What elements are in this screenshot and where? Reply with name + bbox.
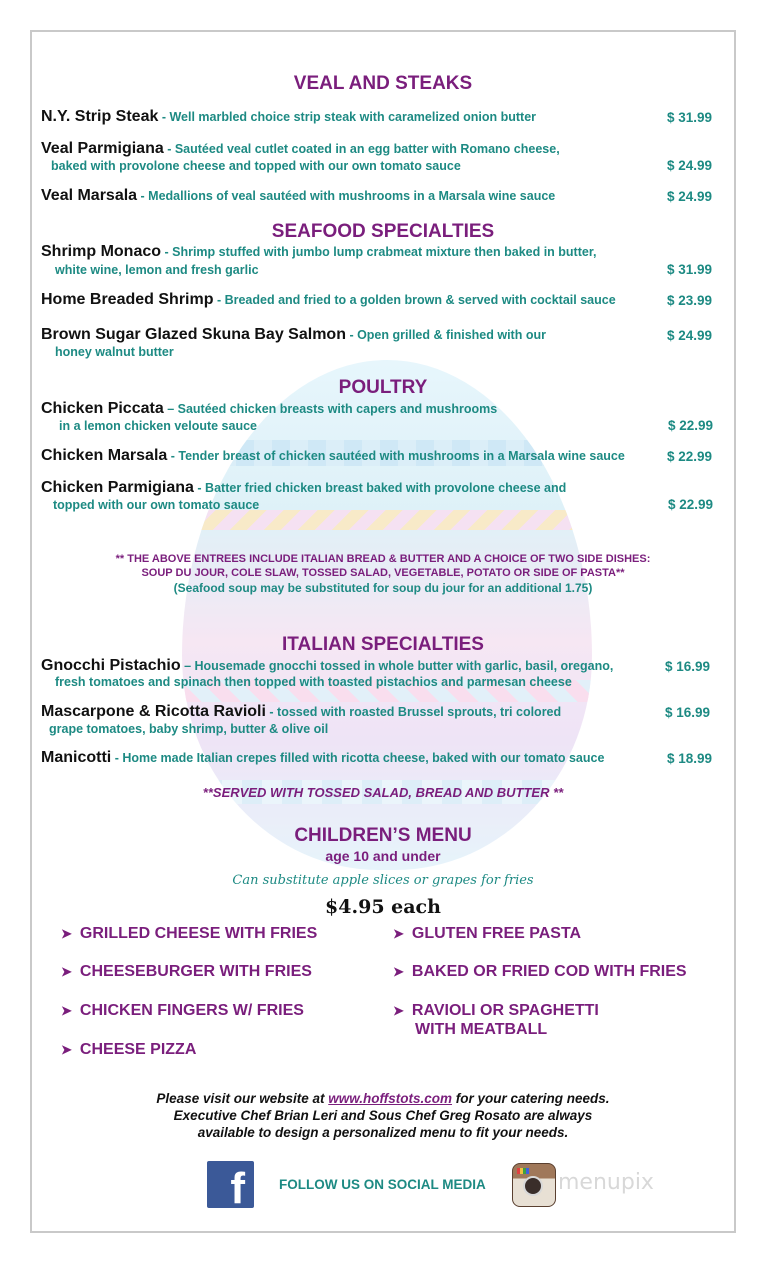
footer-text (30, 1090, 736, 1141)
item-desc-cont: topped with our own tomato sauce (53, 498, 260, 512)
item-name: Veal Parmigiana (41, 140, 164, 157)
item-desc: – Housemade gnocchi tossed in whole butter with garlic, basil, oregano, (180, 659, 614, 673)
entree-note-line3: (Seafood soup may be substituted for soup du jour for an additional 1.75) (173, 581, 593, 595)
children-age: age 10 and under (325, 848, 441, 864)
menu-item (41, 749, 604, 767)
item-price: $ 18.99 (667, 751, 713, 766)
children-note: Can substitute apple slices or grapes for fries (232, 873, 534, 888)
children-item-cont: WITH MEATBALL (415, 1021, 548, 1038)
item-desc: - Medallions of veal sautéed with mushrooms in a Marsala wine sauce (137, 189, 556, 203)
item-desc: - Shrimp stuffed with jumbo lump crabmeat mixture then baked in butter, (161, 245, 597, 259)
section-seafood-title: SEAFOOD SPECIALTIES (271, 221, 495, 242)
footer-line1: Please visit our website at www.hoffstots.com for your catering needs. (156, 1091, 610, 1106)
item-desc-cont: honey walnut butter (55, 345, 174, 359)
item-desc: - Tender breast of chicken sautéed with mushrooms in a Marsala wine sauce (167, 449, 625, 463)
arrow-bullet-icon: ➤ (61, 926, 72, 941)
footer-line3: available to design a personalized menu to fit your needs. (197, 1125, 569, 1140)
item-desc: - Open grilled & finished with our (345, 328, 546, 342)
item-desc: - Batter fried chicken breast baked with provolone cheese and (193, 481, 567, 495)
item-name: N.Y. Strip Steak (41, 108, 159, 125)
entree-note-line2: SOUP DU JOUR, COLE SLAW, TOSSED SALAD, VEGETABLE, POTATO OR SIDE OF PASTA** (141, 567, 625, 579)
children-item: ➤ BAKED OR FRIED COD WITH FRIES (393, 963, 687, 980)
section-poultry-title: POULTRY (338, 377, 428, 398)
section-children-title: CHILDREN’S MENU (294, 825, 472, 846)
item-desc-cont: in a lemon chicken veloute sauce (59, 419, 257, 433)
item-name: Chicken Piccata (41, 400, 164, 417)
children-price: $4.95 each (325, 896, 441, 918)
item-desc: - Well marbled choice strip steak with caramelized onion butter (158, 110, 537, 124)
item-price: $ 24.99 (667, 158, 713, 173)
item-desc-cont: grape tomatoes, baby shrimp, butter & olive oil (49, 722, 329, 736)
footer-line2: Executive Chef Brian Leri and Sous Chef Greg Rosato are always (173, 1108, 593, 1123)
item-price: $ 16.99 (665, 659, 711, 674)
item-desc: - Sautéed veal cutlet coated in an egg batter with Romano cheese, (163, 142, 560, 156)
menu-item (41, 447, 625, 465)
arrow-bullet-icon: ➤ (61, 1003, 72, 1018)
item-price: $ 31.99 (667, 110, 713, 125)
children-item: ➤ GLUTEN FREE PASTA (393, 925, 582, 942)
item-price: $ 22.99 (668, 418, 714, 433)
item-name: Gnocchi Pistachio (41, 657, 181, 674)
item-price: $ 16.99 (665, 705, 711, 720)
item-desc-cont: fresh tomatoes and spinach then topped with toasted pistachios and parmesan cheese (55, 675, 572, 689)
item-name: Mascarpone & Ricotta Ravioli (41, 703, 266, 720)
instagram-icon[interactable] (512, 1163, 556, 1207)
item-price: $ 22.99 (668, 497, 714, 512)
arrow-bullet-icon: ➤ (61, 1042, 72, 1057)
menu-item (41, 243, 596, 261)
section-veal-title: VEAL AND STEAKS (293, 73, 473, 94)
item-name: Shrimp Monaco (41, 243, 162, 260)
item-desc-cont: baked with provolone cheese and topped with our own tomato sauce (51, 159, 461, 173)
item-name: Manicotti (41, 749, 112, 766)
menu-item (41, 479, 566, 497)
item-name: Veal Marsala (41, 187, 138, 204)
menu-item (41, 108, 536, 126)
item-price: $ 24.99 (667, 189, 713, 204)
italian-served-note: **SERVED WITH TOSSED SALAD, BREAD AND BUTTER ** (202, 785, 564, 800)
item-desc: - Breaded and fried to a golden brown & served with cocktail sauce (213, 293, 616, 307)
children-item: ➤ CHEESE PIZZA (61, 1041, 197, 1058)
arrow-bullet-icon: ➤ (393, 926, 404, 941)
children-item: ➤ GRILLED CHEESE WITH FRIES (61, 925, 318, 942)
arrow-bullet-icon: ➤ (61, 964, 72, 979)
menu-item (41, 657, 613, 675)
item-desc: - Home made Italian crepes filled with ricotta cheese, baked with our tomato sauce (111, 751, 605, 765)
item-price: $ 31.99 (667, 262, 713, 277)
website-link[interactable]: www.hoffstots.com (328, 1091, 453, 1106)
item-price: $ 23.99 (667, 293, 713, 308)
entree-note-line1: ** THE ABOVE ENTREES INCLUDE ITALIAN BREAD & BUTTER AND A CHOICE OF TWO SIDE DISHES: (115, 553, 651, 565)
item-desc-cont: white wine, lemon and fresh garlic (55, 263, 259, 277)
children-item: ➤ RAVIOLI OR SPAGHETTI (393, 1002, 599, 1019)
menu-item (41, 140, 560, 158)
item-desc: - tossed with roasted Brussel sprouts, tri colored (265, 705, 562, 719)
item-name: Chicken Parmigiana (41, 479, 194, 496)
menupix-watermark: menupix (558, 1170, 654, 1195)
item-name: Brown Sugar Glazed Skuna Bay Salmon (41, 326, 346, 343)
item-name: Home Breaded Shrimp (41, 291, 214, 308)
section-italian-title: ITALIAN SPECIALTIES (282, 634, 484, 655)
menu-item (41, 187, 555, 205)
arrow-bullet-icon: ➤ (393, 1003, 404, 1018)
item-desc: – Sautéed chicken breasts with capers and mushrooms (163, 402, 498, 416)
menu-item (41, 703, 561, 721)
arrow-bullet-icon: ➤ (393, 964, 404, 979)
children-item: ➤ CHEESEBURGER WITH FRIES (61, 963, 312, 980)
menu-item (41, 326, 546, 344)
menu-item (41, 400, 497, 418)
menu-item (41, 291, 616, 309)
item-name: Chicken Marsala (41, 447, 168, 464)
facebook-icon[interactable]: f (207, 1161, 254, 1208)
item-price: $ 24.99 (667, 328, 713, 343)
social-media-label: FOLLOW US ON SOCIAL MEDIA (279, 1177, 486, 1192)
item-price: $ 22.99 (667, 449, 713, 464)
children-item: ➤ CHICKEN FINGERS W/ FRIES (61, 1002, 304, 1019)
